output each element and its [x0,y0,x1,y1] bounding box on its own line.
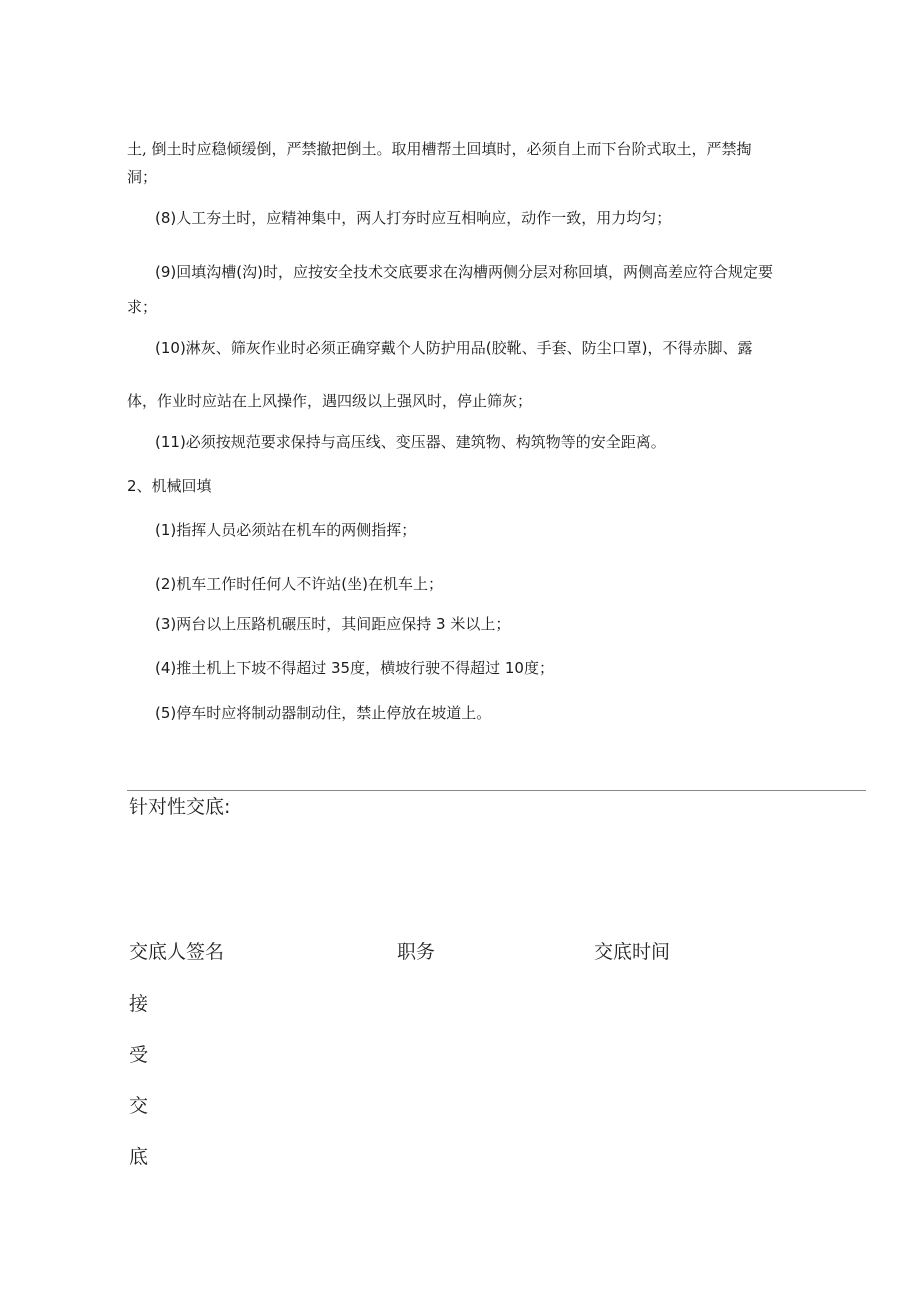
machine-item-2: (2)机车工作时任何人不许站(坐)在机车上； [155,575,443,593]
machine-item-5: (5)停车时应将制动器制动住，禁止停放在坡道上。 [155,704,492,722]
paragraph-line: 土, 倒土时应稳倾缓倒，严禁撤把倒土。取用槽帮土回填时，必须自上而下台阶式取土，严禁掏 [127,140,752,158]
section-heading: 2、机械回填 [127,477,212,495]
list-item-11: (11)必须按规范要求保持与高压线、变压器、建筑物、构筑物等的安全距离。 [155,433,666,451]
list-item-8: (8)人工夯土时，应精神集中，两人打夯时应互相响应，动作一致，用力均匀； [155,209,672,227]
briefing-time-label: 交底时间 [594,941,671,963]
receiver-char: 受 [129,1044,149,1066]
signer-label: 交底人签名 [129,941,225,963]
list-item-9: (9)回填沟槽(沟)时，应按安全技术交底要求在沟槽两侧分层对称回填，两侧高差应符合规定要 [155,263,773,281]
machine-item-4: (4)推土机上下坡不得超过 35度，横坡行驶不得超过 10度； [155,659,554,677]
receiver-char: 接 [129,993,149,1015]
position-label: 职务 [397,941,436,963]
list-item-10: (10)淋灰、筛灰作业时必须正确穿戴个人防护用品(胶靴、手套、防尘口罩)，不得赤脚、露 [155,339,753,357]
receiver-char: 底 [129,1146,149,1168]
targeted-briefing-label: 针对性交底: [129,796,231,818]
list-item-10-continued: 体，作业时应站在上风操作，遇四级以上强风时，停止筛灰； [127,392,533,410]
machine-item-1: (1)指挥人员必须站在机车的两侧指挥； [155,521,417,539]
machine-item-3: (3)两台以上压路机碾压时，其间距应保持 3 米以上； [155,615,511,633]
paragraph-line: 洞； [127,168,158,186]
list-item-9-continued: 求； [127,298,158,316]
receiver-char: 交 [129,1095,149,1117]
section-divider [127,790,866,791]
